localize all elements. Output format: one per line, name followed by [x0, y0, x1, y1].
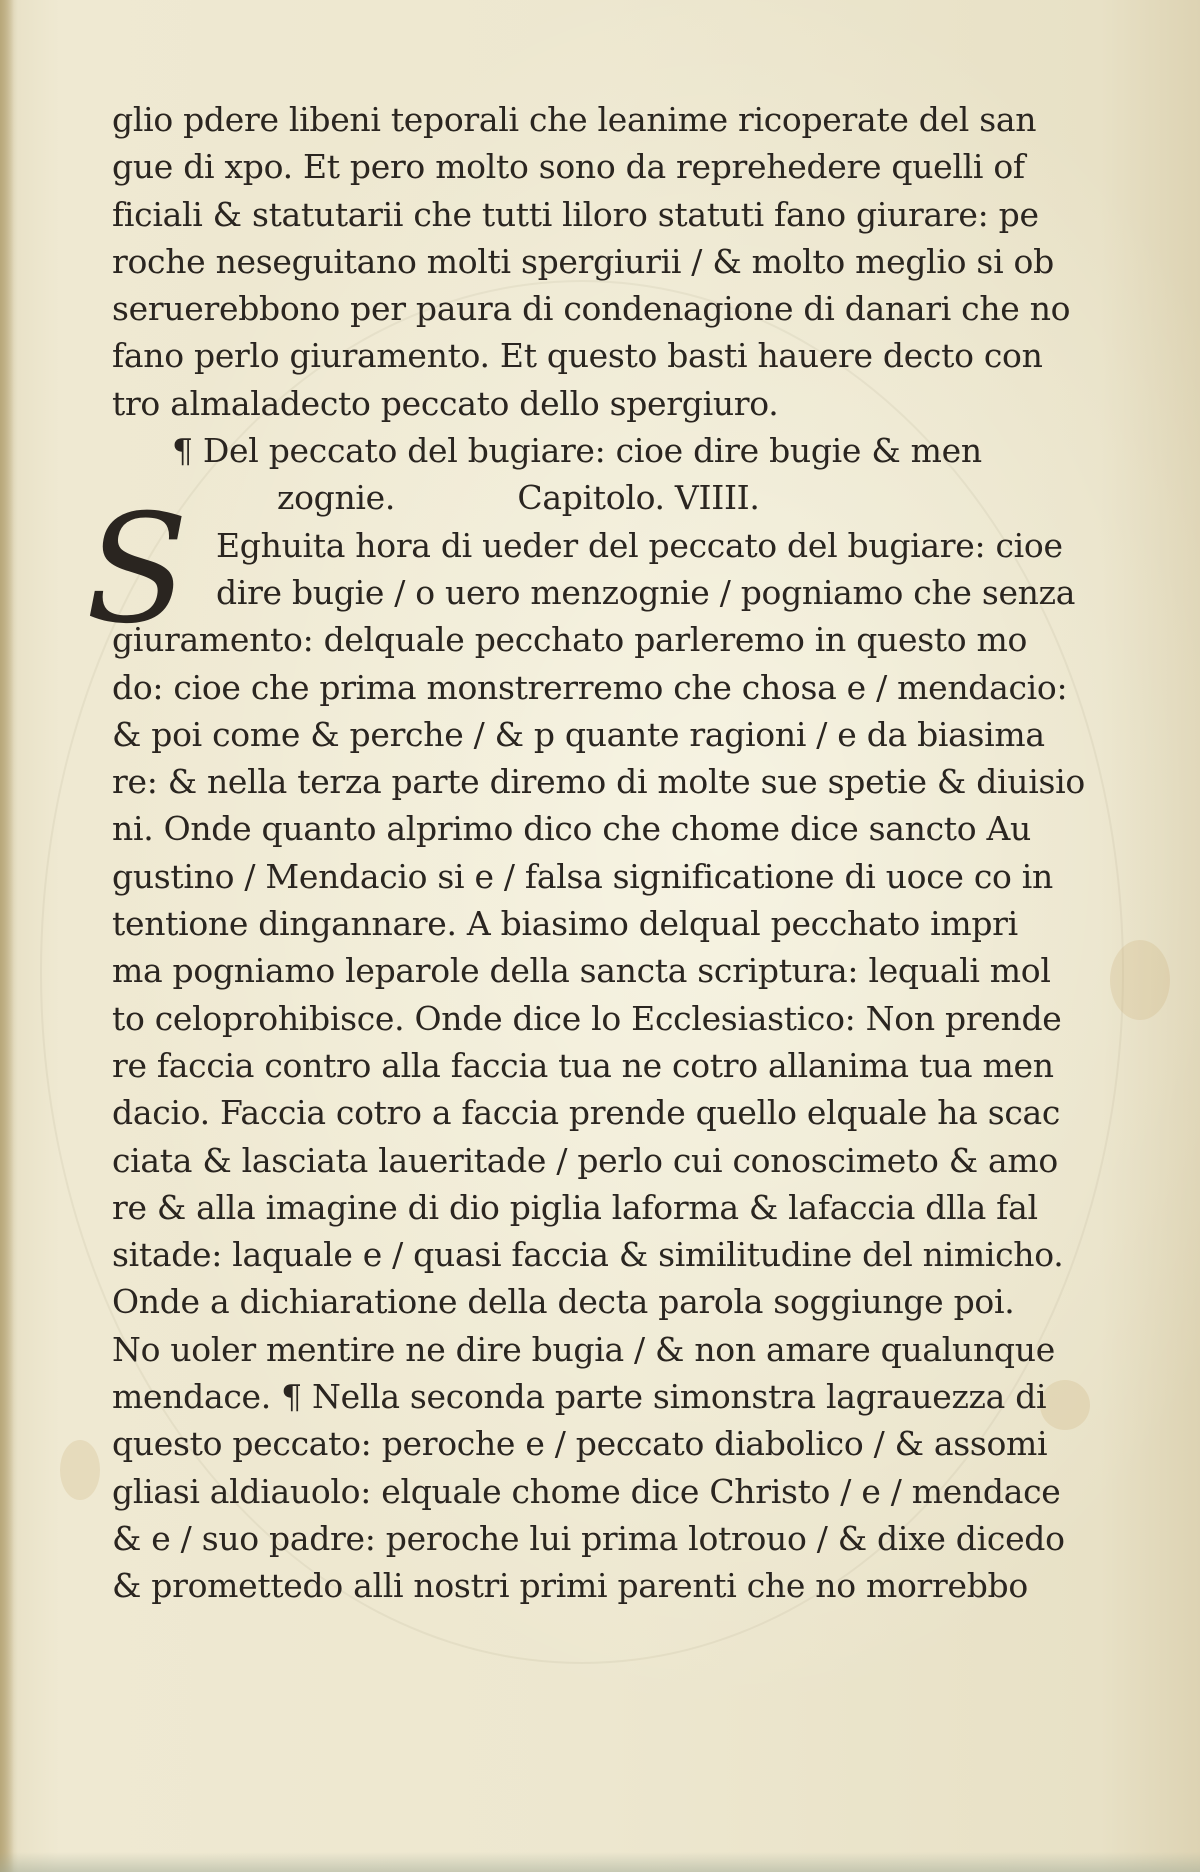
text-line: gliasi aldiauolo: elquale chome dice Christo / e / mendace [112, 1471, 1061, 1511]
text-line: & e / suo padre: peroche lui prima lotrouo / & dixe dicedo [112, 1518, 1065, 1558]
paper-stain [1110, 940, 1170, 1020]
text-line: do: cioe che prima monstrerremo che chosa e / mendacio: [112, 667, 1068, 707]
text-line: Onde a dichiaratione della decta parola soggiunge poi. [112, 1282, 1015, 1322]
text-line: & promettedo alli nostri primi parenti che no morrebbo [112, 1566, 1028, 1606]
text-line: sitade: laquale e / quasi faccia & similitudine del nimicho. [112, 1235, 1064, 1275]
drop-cap-initial: S [85, 483, 189, 657]
text-line: mendace. ¶ Nella seconda parte simonstra lagrauezza di [112, 1377, 1047, 1417]
text-line: to celoprohibisce. Onde dice lo Ecclesiastico: Non prende [112, 998, 1062, 1038]
text-line: glio pdere libeni teporali che leanime ricoperate del san [112, 100, 1037, 139]
text-line: ¶ Del peccato del bugiare: cioe dire bugie & men [172, 431, 982, 471]
text-line: questo peccato: peroche e / peccato diabolico / & assomi [112, 1424, 1048, 1464]
text-line: dire bugie / o uero menzognie / pogniamo che senza [216, 572, 1076, 612]
text-line: tro almaladecto peccato dello spergiuro. [112, 383, 779, 423]
page-edge-bottom [0, 1852, 1200, 1872]
page-edge-left [0, 0, 14, 1872]
text-line: fano perlo giuramento. Et questo basti hauere decto con [112, 336, 1043, 376]
text-line: tentione dingannare. A biasimo delqual pecchato impri [112, 904, 1018, 944]
text-line: ciata & lasciata laueritade / perlo cui conoscimeto & amo [112, 1140, 1058, 1180]
text-line: & poi come & perche / & p quante ragioni / e da biasima [112, 714, 1045, 754]
text-line: gustino / Mendacio si e / falsa significatione di uoce co in [112, 856, 1053, 896]
text-line: dacio. Faccia cotro a faccia prende quello elquale ha scac [112, 1093, 1061, 1133]
text-line: ma pogniamo leparole della sancta scriptura: lequali mol [112, 951, 1051, 991]
text-line: re: & nella terza parte diremo di molte sue spetie & diuisio [112, 762, 1085, 802]
text-line: re faccia contro alla faccia tua ne cotro allanima tua men [112, 1045, 1054, 1085]
text-line: zognie. Capitolo. VIIII. [277, 478, 760, 518]
text-line: seruerebbono per paura di condenagione di danari che no [112, 289, 1071, 329]
text-line: Eghuita hora di ueder del peccato del bugiare: cioe [216, 525, 1063, 565]
paper-stain [1040, 1380, 1090, 1430]
text-line: ficiali & statutarii che tutti liloro statuti fano giurare: pe [112, 194, 1039, 234]
paper-stain [60, 1440, 100, 1500]
text-block [112, 96, 1085, 1610]
text-line: roche neseguitano molti spergiurii / & molto meglio si ob [112, 241, 1054, 281]
text-line: giuramento: delquale pecchato parleremo in questo mo [112, 620, 1028, 660]
text-line: gue di xpo. Et pero molto sono da reprehedere quelli of [112, 147, 1025, 187]
text-line: No uoler mentire ne dire bugia / & non amare qualunque [112, 1329, 1055, 1369]
text-line: re & alla imagine di dio piglia laforma & lafaccia dlla fal [112, 1187, 1038, 1227]
text-line: ni. Onde quanto alprimo dico che chome dice sancto Au [112, 809, 1032, 849]
